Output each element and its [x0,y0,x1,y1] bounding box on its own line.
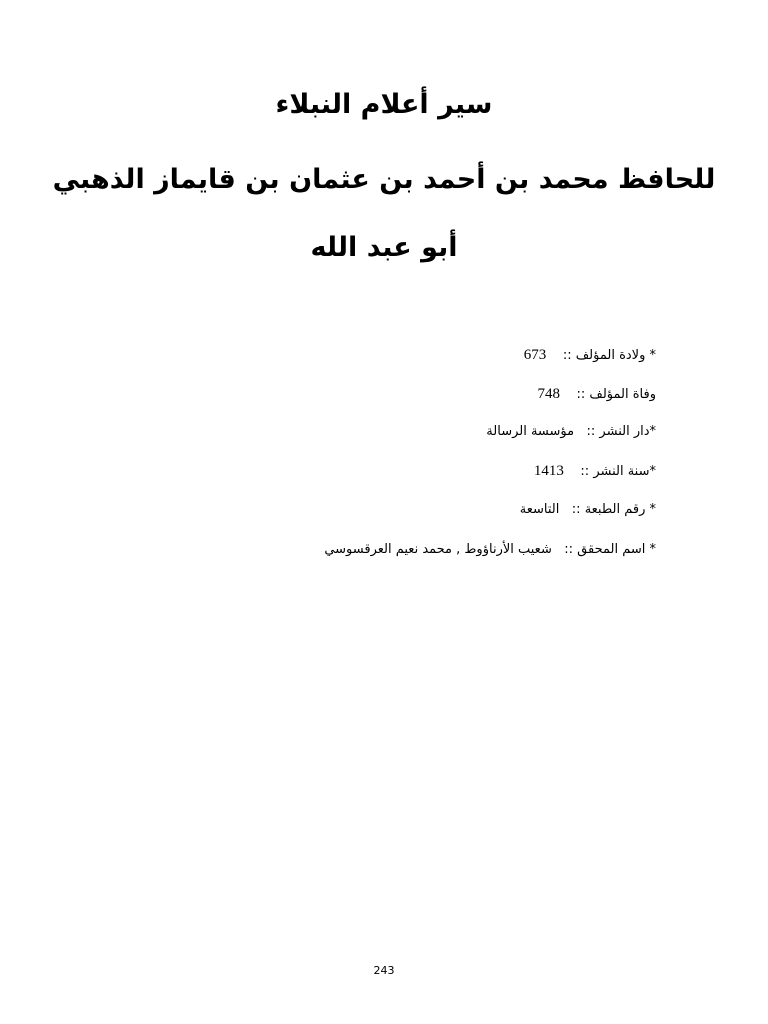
info-publisher-value: مؤسسة الرسالة [486,424,575,439]
book-title: سير أعلام النبلاء [275,89,493,120]
info-editor-label: * اسم المحقق :: [564,542,656,557]
info-year-line [136,461,656,482]
info-birth-value: 673 [523,347,547,363]
info-publisher-line [136,422,656,442]
author-name: للحافظ محمد بن أحمد بن عثمان بن قايماز الذهبي [52,164,716,195]
info-editor-line [136,540,656,560]
info-editor-value: شعيب الأرناؤوط , محمد نعيم العرقسوسي [324,542,552,557]
info-publisher-label: *دار النشر :: [586,424,656,439]
info-death-line [136,384,656,405]
info-birth-label: * ولادة المؤلف :: [562,348,656,363]
info-year-label: *سنة النشر :: [580,464,656,479]
info-birth-line [136,345,656,366]
author-kunya: أبو عبد الله [310,232,458,263]
info-year-value: 1413 [533,463,564,479]
info-death-value: 748 [537,386,560,402]
info-edition-value: التاسعة [519,502,560,517]
page-number: 243 [373,964,395,977]
info-edition-label: * رقم الطبعة :: [571,502,656,517]
info-death-label: وفاة المؤلف :: [576,387,656,402]
info-edition-line [136,500,656,520]
